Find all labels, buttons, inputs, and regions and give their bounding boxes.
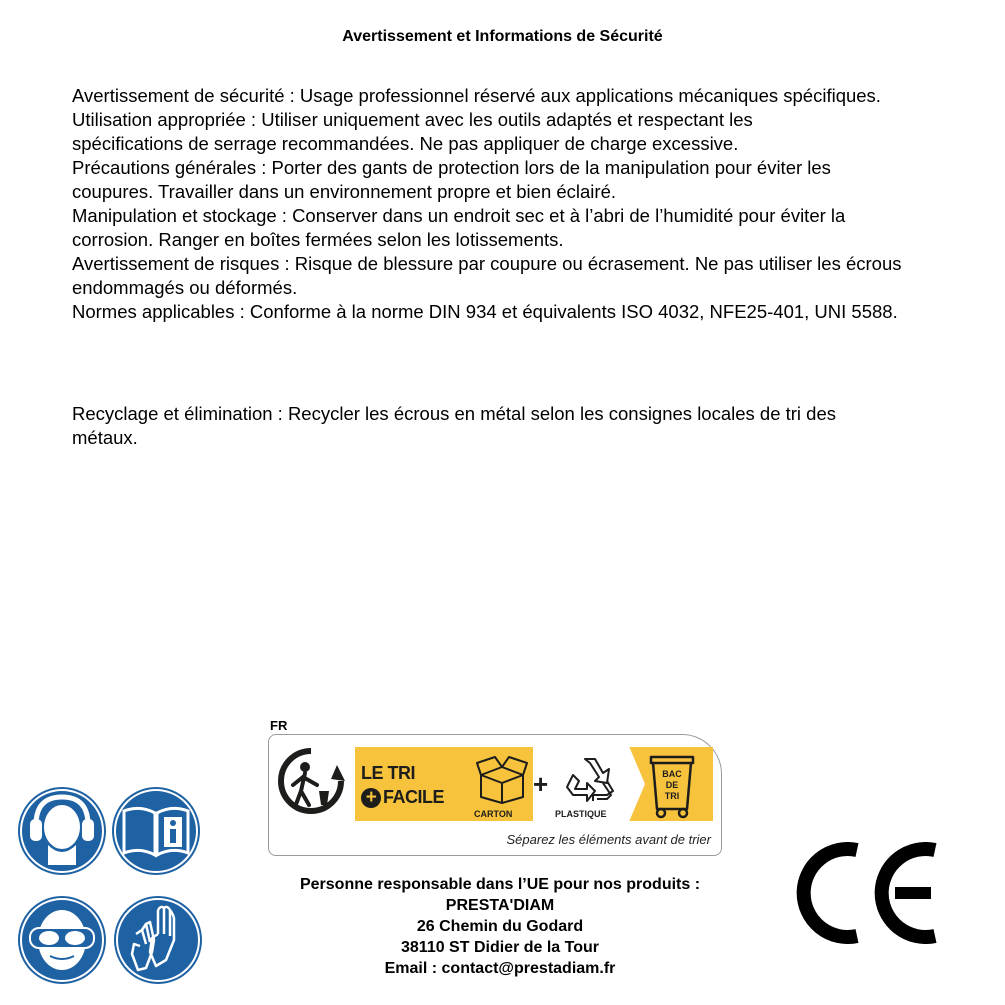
recycling-line: Recyclage et élimination : Recycler les écrous en métal selon les consignes locales de tri des [72, 403, 837, 424]
city-address: 38110 ST Didier de la Tour [401, 939, 599, 956]
plastique-label: PLASTIQUE [555, 809, 607, 819]
responsible-person-block [250, 874, 750, 979]
safety-paragraph [72, 84, 987, 324]
triman-block [268, 718, 724, 858]
bac-text: BAC [662, 769, 682, 779]
plastic-recycling-icon [563, 753, 617, 805]
recycling-paragraph [72, 402, 987, 450]
page-title: Avertissement et Informations de Sécurité [342, 28, 663, 45]
eye-protection-icon [16, 894, 108, 986]
safety-line: spécifications de serrage recommandées. Ne pas appliquer de charge excessive. [72, 133, 739, 154]
facile-text: FACILE [383, 787, 445, 807]
safety-line: Avertissement de risques : Risque de blessure par coupure ou écrasement. Ne pas utiliser les écrous [72, 253, 902, 274]
tri-text: TRI [664, 791, 680, 801]
email-address: Email : contact@prestadiam.fr [384, 960, 616, 977]
carton-label: CARTON [474, 809, 513, 819]
ear-protection-icon [16, 785, 108, 877]
safety-line: endommagés ou déformés. [72, 277, 298, 298]
recycling-line: métaux. [72, 427, 138, 448]
carton-icon [475, 753, 529, 805]
safety-line: Précautions générales : Porter des gants de protection lors de la manipulation pour éviter les [72, 157, 831, 178]
country-label: FR [270, 718, 288, 733]
safety-line: Normes applicables : Conforme à la norme DIN 934 et équivalents ISO 4032, NFE25-401, UNI 5588. [72, 301, 898, 322]
bac-de-tri-label [655, 769, 689, 802]
triman-box [268, 734, 722, 856]
plus-circle-icon: + [361, 788, 381, 808]
safety-line: Utilisation appropriée : Utiliser uniquement avec les outils adaptés et respectant les [72, 109, 753, 130]
sorting-note: Séparez les éléments avant de trier [506, 832, 711, 847]
responsible-heading: Personne responsable dans l’UE pour nos produits : [299, 876, 701, 893]
street-address: 26 Chemin du Godard [416, 918, 584, 935]
company-name: PRESTA'DIAM [445, 897, 555, 914]
safety-line: corrosion. Ranger en boîtes fermées selon les lotissements. [72, 229, 564, 250]
safety-line: Manipulation et stockage : Conserver dans un endroit sec et à l’abri de l’humidité pour éviter la [72, 205, 846, 226]
plus-sign: + [533, 769, 549, 799]
facile-label [361, 787, 444, 808]
de-text: DE [665, 780, 679, 790]
ce-mark-icon [795, 842, 943, 944]
le-tri-label: LE TRI [361, 763, 415, 783]
read-manual-icon [110, 785, 202, 877]
triman-icon [275, 745, 347, 821]
safety-line: Avertissement de sécurité : Usage professionnel réservé aux applications mécaniques spécifiques. [72, 85, 881, 106]
protective-gloves-icon [112, 894, 204, 986]
safety-line: coupures. Travailler dans un environnement propre et bien éclairé. [72, 181, 617, 202]
